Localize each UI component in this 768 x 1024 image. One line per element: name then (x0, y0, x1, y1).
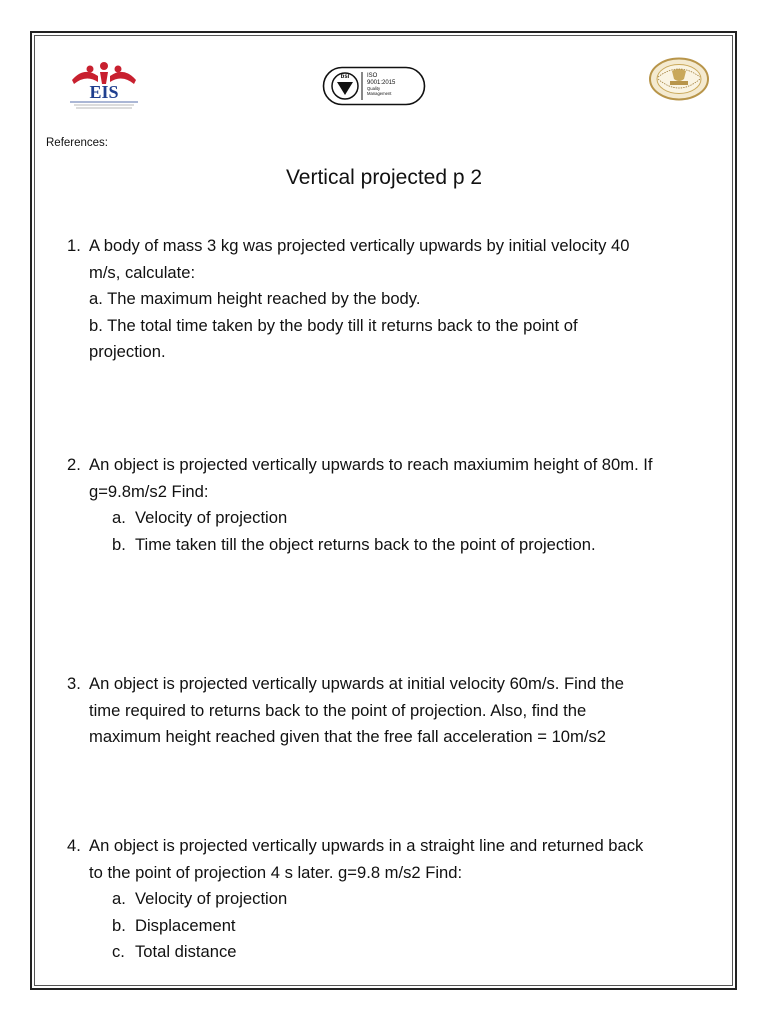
list-item (67, 913, 717, 940)
item-letter: b. (112, 534, 126, 554)
question-2 (67, 452, 717, 558)
iso-line2: 9001:2015 (367, 80, 396, 86)
question-number: 1. (67, 236, 81, 255)
item-text: Velocity of projection (135, 508, 288, 527)
question-number: 4. (67, 836, 81, 855)
question-number: 3. (67, 674, 81, 693)
item-text: Displacement (135, 915, 236, 935)
references-label: References: (46, 137, 109, 149)
question-number: 2. (67, 455, 81, 474)
bsi-text: bsi (340, 74, 350, 80)
item-letter: a. (112, 889, 126, 908)
eis-logo-text: EIS (89, 82, 119, 102)
ministry-seal-logo (648, 57, 710, 101)
question-text: An object is projected vertically upwards in a straight line and returned back (89, 836, 644, 855)
iso-line1: ISO (367, 73, 378, 79)
question-text: a. The maximum height reached by the body. (89, 289, 421, 308)
eis-logo (64, 58, 144, 110)
question-text: projection. (89, 342, 166, 361)
bsi-iso-logo (322, 66, 426, 106)
iso-line3: Quality (367, 86, 381, 91)
question-text: b. The total time taken by the body till it returns back to the point of (89, 315, 578, 335)
question-text: A body of mass 3 kg was projected vertically upwards by initial velocity 40 (89, 236, 630, 255)
iso-line4: Management (367, 91, 392, 96)
list-item (67, 532, 717, 559)
question-text: g=9.8m/s2 Find: (89, 481, 209, 501)
item-letter: a. (112, 508, 126, 527)
item-letter: b. (112, 915, 126, 935)
page-title: Vertical projected p 2 (285, 166, 483, 189)
question-text: An object is projected vertically upwards at initial velocity 60m/s. Find the (89, 674, 624, 693)
item-text: Total distance (135, 942, 237, 961)
question-4 (67, 833, 717, 966)
item-text: Time taken till the object returns back to the point of projection. (135, 534, 596, 554)
question-text: m/s, calculate: (89, 262, 196, 282)
question-text: to the point of projection 4 s later. g=9.8 m/s2 Find: (89, 862, 463, 882)
question-text: time required to returns back to the point of projection. Also, find the (89, 700, 587, 720)
item-letter: c. (112, 942, 125, 961)
question-text: An object is projected vertically upwards to reach maxiumim height of 80m. If (89, 455, 653, 474)
list-item (67, 886, 717, 913)
question-text: maximum height reached given that the free fall acceleration = 10m/s2 (89, 727, 606, 746)
list-item (67, 505, 717, 532)
item-text: Velocity of projection (135, 889, 288, 908)
question-3 (67, 671, 717, 751)
question-1 (67, 233, 717, 366)
list-item (67, 939, 717, 966)
